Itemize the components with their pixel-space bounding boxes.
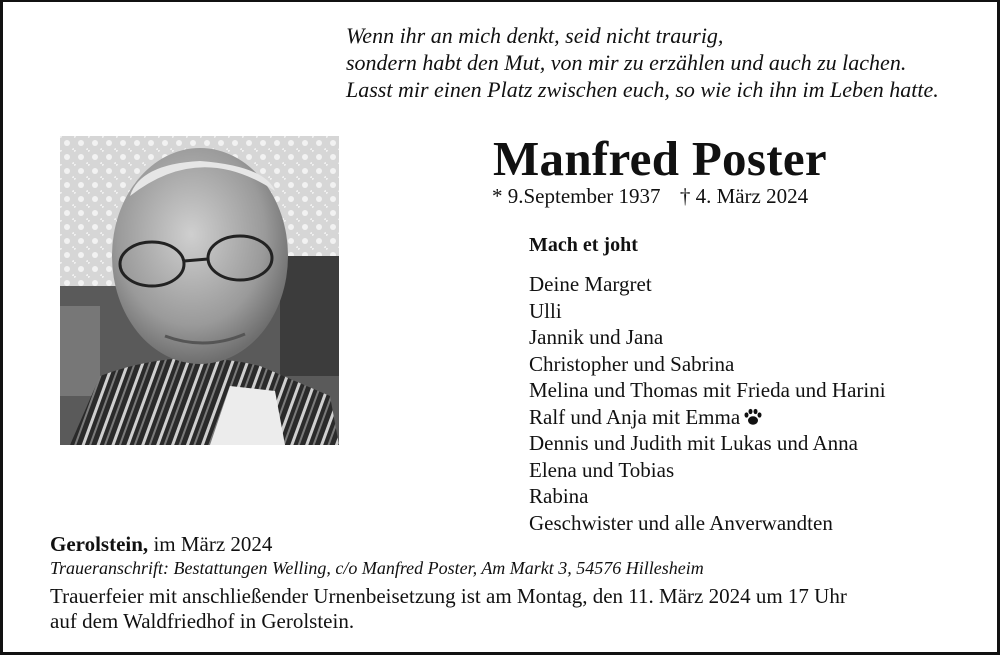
place-name: Gerolstein,	[50, 532, 149, 556]
mourner-line: Dennis und Judith mit Lukas und Anna	[529, 431, 858, 455]
notice-date: im März 2024	[153, 532, 273, 556]
deceased-name: Manfred Poster	[493, 131, 827, 186]
mourners-list	[529, 271, 886, 536]
life-dates	[492, 184, 822, 209]
funeral-service-info	[50, 584, 847, 634]
poem-line: sondern habt den Mut, von mir zu erzählen und auch zu lachen.	[346, 50, 907, 75]
death-date: † 4. März 2024	[679, 184, 809, 208]
mourner-line: Deine Margret	[529, 272, 652, 296]
mourner-line: Geschwister und alle Anverwandten	[529, 510, 833, 535]
motto: Mach et joht	[529, 234, 638, 256]
place-date	[50, 532, 272, 557]
poem-line: Wenn ihr an mich denkt, seid nicht traurig,	[346, 23, 724, 48]
mourner-line: Christopher und Sabrina	[529, 351, 735, 376]
poem-line: Lasst mir einen Platz zwischen euch, so wie ich ihn im Leben hatte.	[346, 77, 939, 102]
mourner-line: Ulli	[529, 298, 562, 323]
mourner-line-with-paw	[529, 404, 886, 431]
paw-print-icon	[743, 406, 763, 424]
poem	[346, 22, 939, 103]
mourning-address: Traueranschrift: Bestattungen Welling, c/o Manfred Poster, Am Markt 3, 54576 Hillesheim	[50, 558, 704, 578]
service-line: Trauerfeier mit anschließender Urnenbeisetzung ist am Montag, den 11. März 2024 um 17 Uhr	[50, 584, 847, 608]
mourner-line: Elena und Tobias	[529, 457, 675, 482]
portrait-photo	[60, 136, 339, 445]
mourner-line: Ralf und Anja mit Emma	[529, 404, 741, 429]
birth-date: * 9.September 1937	[492, 184, 661, 208]
mourner-line: Jannik und Jana	[529, 325, 664, 349]
mourner-line: Rabina	[529, 484, 589, 508]
service-line: auf dem Waldfriedhof in Gerolstein.	[50, 609, 355, 633]
mourner-line: Melina und Thomas mit Frieda und Harini	[529, 378, 886, 402]
